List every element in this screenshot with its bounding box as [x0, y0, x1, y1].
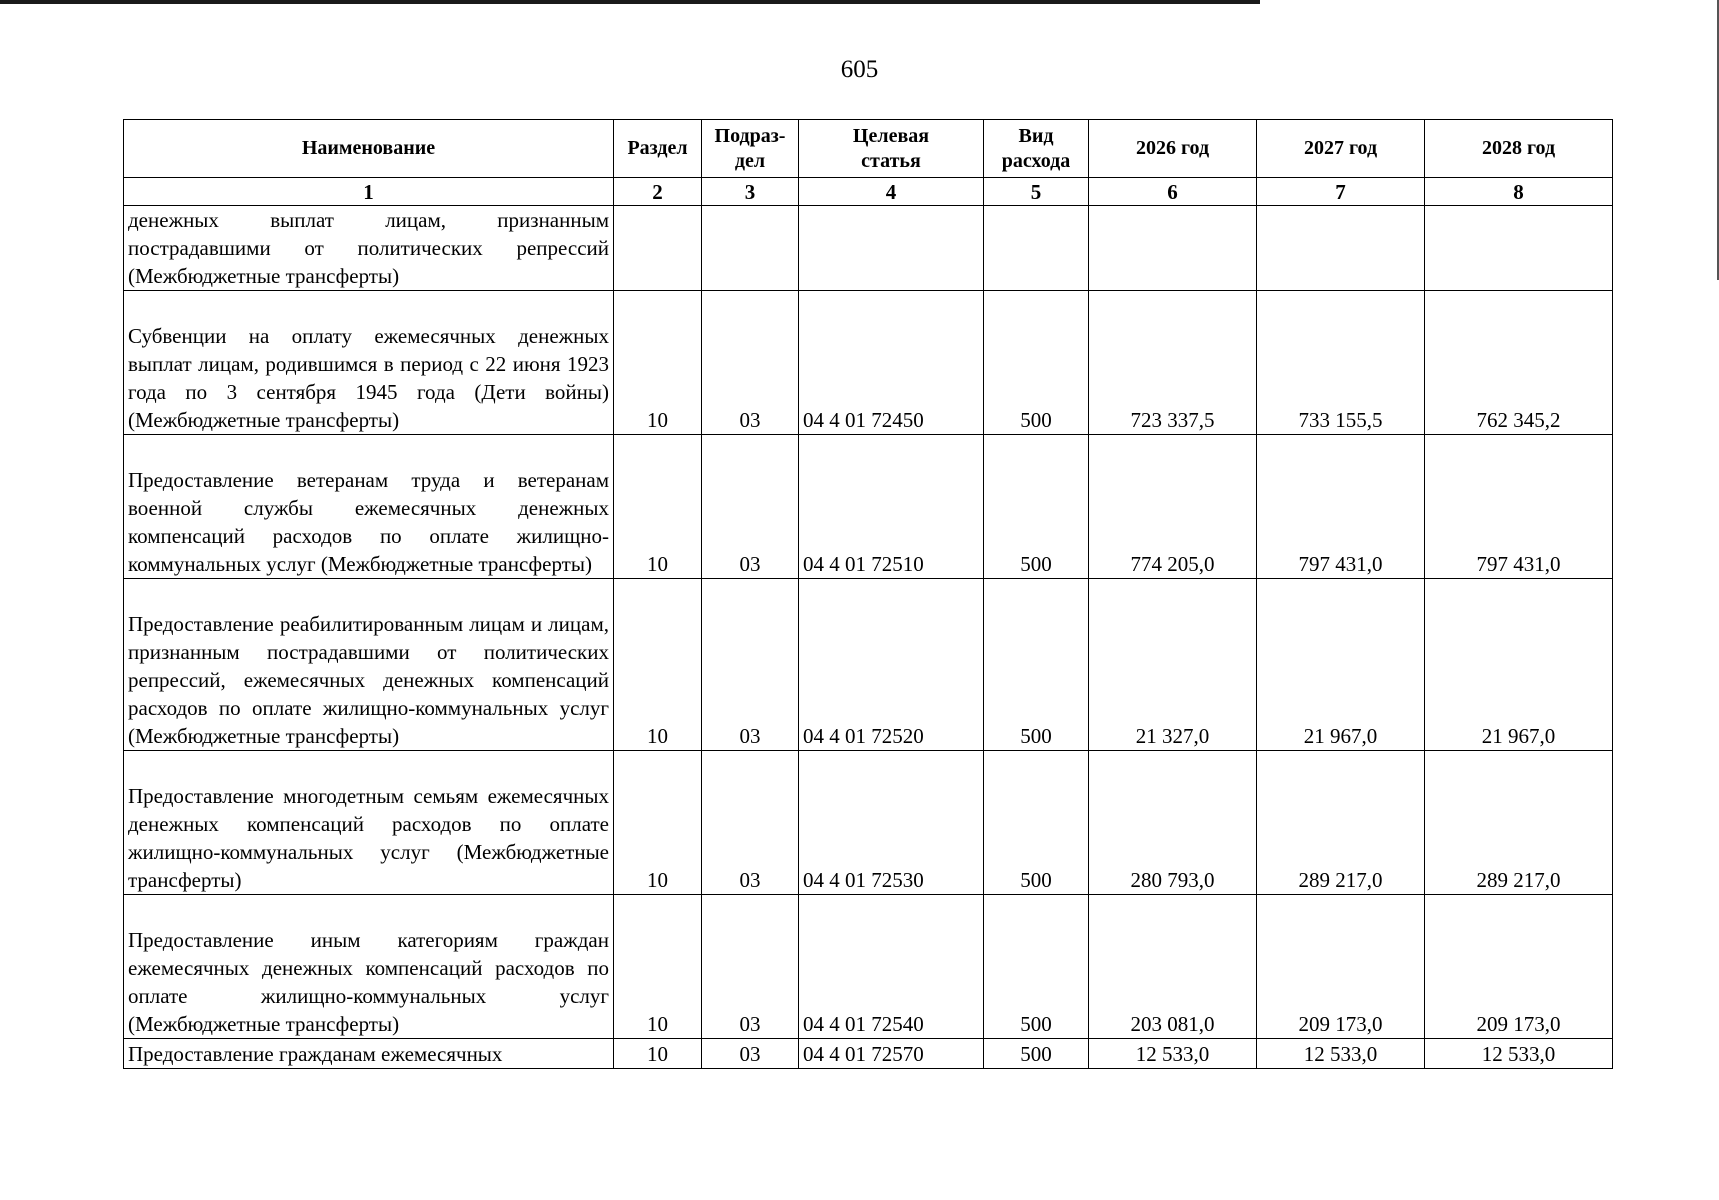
table-row — [124, 206, 1613, 291]
row-2027: 209 173,0 — [1257, 895, 1425, 1039]
row-subsection: 03 — [702, 751, 799, 895]
row-2028: 21 967,0 — [1425, 579, 1613, 751]
column-number: 8 — [1425, 178, 1613, 206]
budget-table — [123, 119, 1613, 1069]
row-expense-type — [984, 206, 1089, 291]
column-number: 1 — [124, 178, 614, 206]
row-section: 10 — [614, 751, 702, 895]
row-2027 — [1257, 206, 1425, 291]
row-2026: 203 081,0 — [1089, 895, 1257, 1039]
table-row — [124, 751, 1613, 895]
row-name: Предоставление ветеранам труда и ветеранам военной службы ежемесячных денежных компенсаций расходов по оплате жилищно-коммунальных услуг (Межбюджетные трансферты) — [124, 435, 614, 579]
row-target: 04 4 01 72530 — [799, 751, 984, 895]
table-row — [124, 435, 1613, 579]
row-target: 04 4 01 72570 — [799, 1039, 984, 1069]
table-row — [124, 895, 1613, 1039]
column-number: 4 — [799, 178, 984, 206]
row-subsection: 03 — [702, 579, 799, 751]
column-number: 3 — [702, 178, 799, 206]
row-target: 04 4 01 72510 — [799, 435, 984, 579]
header-subsection: Подраз- дел — [702, 120, 799, 178]
column-number: 6 — [1089, 178, 1257, 206]
row-2028: 12 533,0 — [1425, 1039, 1613, 1069]
row-expense-type: 500 — [984, 751, 1089, 895]
header-row — [124, 120, 1613, 178]
row-2028: 209 173,0 — [1425, 895, 1613, 1039]
row-2026: 280 793,0 — [1089, 751, 1257, 895]
row-target: 04 4 01 72540 — [799, 895, 984, 1039]
row-expense-type: 500 — [984, 1039, 1089, 1069]
row-2028: 762 345,2 — [1425, 291, 1613, 435]
row-2027: 12 533,0 — [1257, 1039, 1425, 1069]
row-section: 10 — [614, 579, 702, 751]
row-name: Предоставление гражданам ежемесячных — [124, 1039, 614, 1069]
row-subsection: 03 — [702, 895, 799, 1039]
row-name: денежных выплат лицам, признанным пострадавшими от политических репрессий (Межбюджетные трансферты) — [124, 206, 614, 291]
row-section — [614, 206, 702, 291]
row-target — [799, 206, 984, 291]
row-target: 04 4 01 72450 — [799, 291, 984, 435]
row-expense-type: 500 — [984, 435, 1089, 579]
row-2028: 797 431,0 — [1425, 435, 1613, 579]
row-name: Предоставление многодетным семьям ежемесячных денежных компенсаций расходов по оплате жилищно-коммунальных услуг (Межбюджетные трансферты) — [124, 751, 614, 895]
row-2027: 733 155,5 — [1257, 291, 1425, 435]
row-subsection: 03 — [702, 291, 799, 435]
row-2026: 774 205,0 — [1089, 435, 1257, 579]
table-row — [124, 291, 1613, 435]
row-2027: 797 431,0 — [1257, 435, 1425, 579]
scan-top-rule — [0, 0, 1260, 4]
table-row — [124, 579, 1613, 751]
row-2027: 21 967,0 — [1257, 579, 1425, 751]
row-name: Предоставление реабилитированным лицам и лицам, признанным пострадавшими от политических репрессий, ежемесячных денежных компенсаций расходов по оплате жилищно-коммунальных услуг (Межбюджетные трансферты) — [124, 579, 614, 751]
row-section: 10 — [614, 1039, 702, 1069]
row-2028 — [1425, 206, 1613, 291]
row-target: 04 4 01 72520 — [799, 579, 984, 751]
column-number: 7 — [1257, 178, 1425, 206]
row-subsection — [702, 206, 799, 291]
header-2028: 2028 год — [1425, 120, 1613, 178]
row-section: 10 — [614, 291, 702, 435]
page-number: 605 — [840, 56, 879, 83]
header-expense-type: Вид расхода — [984, 120, 1089, 178]
table-row — [124, 1039, 1613, 1069]
row-name: Субвенции на оплату ежемесячных денежных выплат лицам, родившимся в период с 22 июня 1923 года по 3 сентября 1945 года (Дети войны) (Межбюджетные трансферты) — [124, 291, 614, 435]
row-expense-type: 500 — [984, 579, 1089, 751]
row-2028: 289 217,0 — [1425, 751, 1613, 895]
column-number: 2 — [614, 178, 702, 206]
row-name: Предоставление иным категориям граждан ежемесячных денежных компенсаций расходов по оплате жилищно-коммунальных услуг (Межбюджетные трансферты) — [124, 895, 614, 1039]
row-subsection: 03 — [702, 435, 799, 579]
row-2026: 723 337,5 — [1089, 291, 1257, 435]
column-number-row — [124, 178, 1613, 206]
row-expense-type: 500 — [984, 291, 1089, 435]
header-section: Раздел — [614, 120, 702, 178]
column-number: 5 — [984, 178, 1089, 206]
header-2027: 2027 год — [1257, 120, 1425, 178]
row-2026 — [1089, 206, 1257, 291]
header-2026: 2026 год — [1089, 120, 1257, 178]
header-name: Наименование — [124, 120, 614, 178]
row-2026: 12 533,0 — [1089, 1039, 1257, 1069]
row-section: 10 — [614, 435, 702, 579]
row-section: 10 — [614, 895, 702, 1039]
row-2026: 21 327,0 — [1089, 579, 1257, 751]
header-target: Целевая статья — [799, 120, 984, 178]
row-expense-type: 500 — [984, 895, 1089, 1039]
row-2027: 289 217,0 — [1257, 751, 1425, 895]
row-subsection: 03 — [702, 1039, 799, 1069]
